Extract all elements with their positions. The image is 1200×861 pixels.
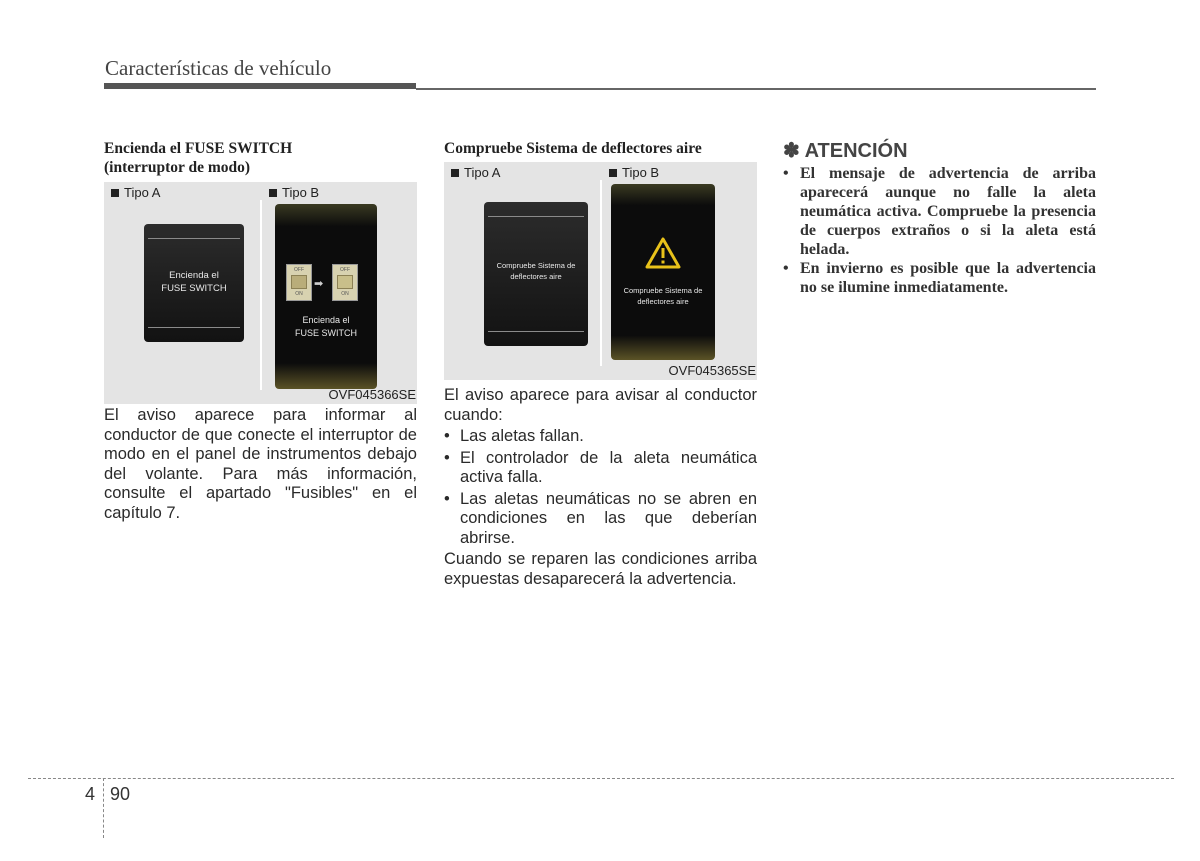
switch-off-icon: OFF ON bbox=[286, 264, 312, 301]
footer-divider bbox=[103, 778, 104, 838]
switch-on-icon: OFF ON bbox=[332, 264, 358, 301]
footer-rule bbox=[28, 778, 1174, 779]
screen-line bbox=[488, 216, 584, 217]
figure-label-type-a: Tipo A bbox=[451, 165, 500, 180]
figure-deflectores bbox=[444, 162, 757, 380]
screen-message: Compruebe Sistema de deflectores aire bbox=[496, 261, 576, 281]
list-item: • El mensaje de advertencia de arriba aparecerá aunque no falle la aleta neumática activa. Compruebe la presencia de cuerpos extraños o si la aleta está helada. bbox=[783, 165, 1096, 258]
caution-title: ✽ ATENCIÓN bbox=[783, 140, 908, 162]
figure-code: OVF045366SE bbox=[328, 387, 416, 402]
chapter-number: 4 bbox=[85, 784, 96, 804]
list-item: • El controlador de la aleta neumática activa falla. bbox=[444, 448, 757, 486]
warning-triangle-icon bbox=[644, 236, 682, 270]
screen-message: Compruebe Sistema de deflectores aire bbox=[623, 286, 703, 306]
figure-divider bbox=[600, 180, 602, 366]
section-heading-fuse-switch bbox=[104, 139, 416, 177]
list-item: • En invierno es posible que la advertencia no se ilumine inmediatamente. bbox=[783, 260, 1096, 296]
square-bullet-icon bbox=[111, 189, 119, 197]
header-rule bbox=[416, 88, 1096, 90]
figure-code: OVF045365SE bbox=[668, 363, 756, 378]
display-screen-type-a bbox=[484, 202, 588, 346]
paragraph-fuse-switch: El aviso aparece para informar al conductor de que conecte el interruptor de modo en el panel de instrumentos debajo del volante. Para más información, consulte el apartado "Fusibles" en el capítulo 7. bbox=[104, 406, 417, 522]
figure-divider bbox=[260, 200, 262, 390]
heading-line: (interruptor de modo) bbox=[104, 159, 251, 176]
square-bullet-icon bbox=[609, 169, 617, 177]
screen-message: Encienda el FUSE SWITCH bbox=[295, 315, 357, 338]
screen-line bbox=[148, 238, 240, 239]
paragraph-closing: Cuando se reparen las condiciones arriba expuestas desaparecerá la advertencia. bbox=[444, 550, 757, 588]
paragraph-intro: El aviso aparece para avisar al conductor cuando: bbox=[444, 386, 757, 424]
page-header-title: Características de vehículo bbox=[105, 56, 332, 80]
square-bullet-icon bbox=[269, 189, 277, 197]
screen-message: Encienda el FUSE SWITCH bbox=[161, 270, 227, 294]
display-screen-type-b bbox=[611, 184, 715, 360]
figure-fuse-switch bbox=[104, 182, 417, 404]
section-heading-deflectores: Compruebe Sistema de deflectores aire bbox=[444, 140, 702, 157]
square-bullet-icon bbox=[451, 169, 459, 177]
screen-line bbox=[488, 331, 584, 332]
body-deflectores bbox=[444, 386, 757, 589]
figure-label-type-a: Tipo A bbox=[111, 185, 160, 200]
asterisk-icon: ✽ bbox=[783, 140, 800, 162]
screen-line bbox=[148, 327, 240, 328]
heading-line: Encienda el FUSE SWITCH bbox=[104, 140, 293, 157]
page-number: 90 bbox=[110, 784, 131, 804]
figure-label-type-b: Tipo B bbox=[609, 165, 659, 180]
figure-label-type-b: Tipo B bbox=[269, 185, 319, 200]
list-item: • Las aletas fallan. bbox=[444, 427, 584, 445]
display-screen-type-a bbox=[144, 224, 244, 342]
list-item: • Las aletas neumáticas no se abren en condiciones en las que deberían abrirse. bbox=[444, 489, 757, 547]
header-accent-bar bbox=[104, 83, 416, 89]
caution-list bbox=[783, 164, 1096, 297]
display-screen-type-b bbox=[275, 204, 377, 389]
arrow-right-icon: ➡ bbox=[314, 278, 324, 290]
